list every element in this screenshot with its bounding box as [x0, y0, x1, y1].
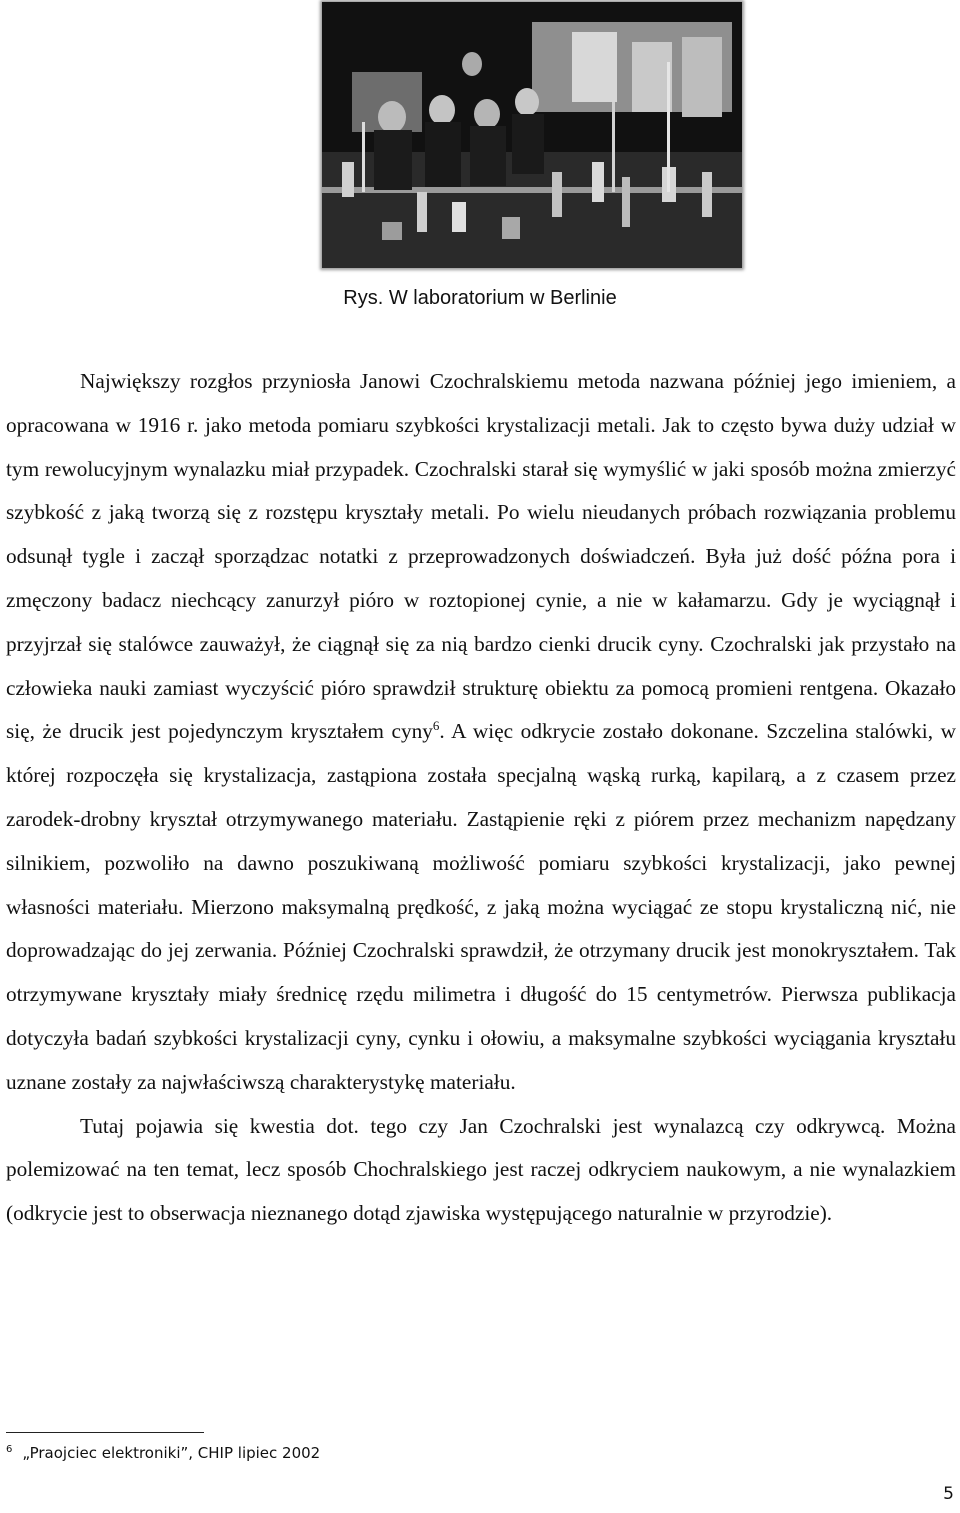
figure-caption: Rys. W laboratorium w Berlinie	[343, 287, 617, 309]
article-body	[6, 360, 956, 1236]
page-number: 5	[943, 1484, 954, 1504]
footnote-number: 6	[6, 1444, 13, 1455]
footnote-reference[interactable]: 6	[432, 718, 440, 734]
laboratory-photo-drawing	[322, 2, 742, 268]
paragraph	[6, 1105, 956, 1236]
laboratory-photo	[322, 2, 742, 268]
footnote-separator	[6, 1432, 204, 1433]
paragraph-text: Największy rozgłos przyniosła Janowi Czochralskiemu metoda nazwana później jego imieniem, a opracowana w 1916 r. jako metoda pomiaru szybkości krystalizacji metali. Jak to często bywa duży udział w tym rewolucyjnym wynalazku miał przypadek. Czochralski starał się wymyślić w jaki sposób można zmierzyć szybkość z jaką tworzą się z rozstępu kryształy metali. Po wielu nieudanych próbach rozwiązania problemu odsunął tygle i zaczął sporządzac notatki z przeprowadzonych doświadczeń. Była już dość późna pora i zmęczony badacz niechcący zanurzył pióro w roztopionej cynie, a nie w kałamarzu. Gdy je wyciągnął i przyjrzał się stalówce zauważył, że ciągnął się za nią bardzo cienki drucik cyny. Czochralski jak przystało na człowieka nauki zamiast wyczyścić pióro sprawdził strukturę obiektu za pomocą promieni rentgena. Okazało się, że drucik jest pojedynczym kryształem cyny	[6, 369, 956, 744]
paragraph	[6, 360, 956, 1105]
footnote	[6, 1440, 320, 1463]
paragraph-text: . A więc odkrycie zostało dokonane. Szczelina stalówki, w której rozpoczęła się krystalizacja, zastąpiona została specjalną wąską rurką, kapilarą, a z czasem przez zarodek-drobny kryształ otrzymywanego materiału. Zastąpienie ręki z piórem przez mechanizm napędzany silnikiem, pozwoliło na dawno poszukiwaną możliwość pomiaru szybkości krystalizacji, jako pewnej własności materiału. Mierzono maksymalną prędkość, z jaką można wyciągać ze stopu krystaliczną nić, nie doprowadzając do jej zerwania. Później Czochralski sprawdził, że otrzymany drucik jest monokryształem. Tak otrzymywane kryształy miały średnicę rzędu milimetra i długość do 15 centymetrów. Pierwsza publikacja dotyczyła badań szybkości krystalizacji cyny, cynku i ołowiu, a maksymalne szybkości wyciągania kryształu uznane zostały za najwłaściwszą charakterystykę materiału.	[6, 719, 956, 1094]
paragraph-text: Tutaj pojawia się kwestia dot. tego czy Jan Czochralski jest wynalazcą czy odkrywcą. Można polemizować na ten temat, lecz sposób Chochralskiego jest raczej odkryciem naukowym, a nie wynalazkiem (odkrycie jest to obserwacja nieznanego dotąd zjawiska występującego naturalnie w przyrodzie).	[6, 1113, 956, 1226]
footnote-text: „Praojciec elektroniki”, CHIP lipiec 2002	[22, 1444, 321, 1462]
